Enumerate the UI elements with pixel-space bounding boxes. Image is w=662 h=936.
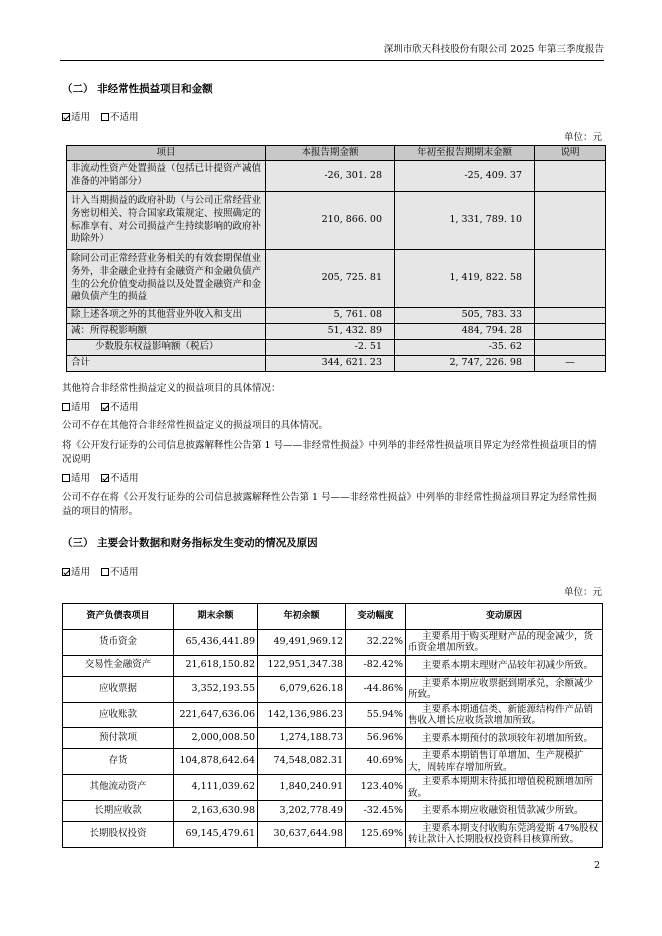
row-note (535, 324, 606, 340)
row-end: 4,111,039.62 (174, 775, 258, 801)
row-item: 计入当期损益的政府补助（与公司正常经营业务密切相关、符合国家政策规定、按照确定的标准享有、对公司损益产生持续影响的政府补助除外） (67, 192, 266, 250)
row-current: 5, 761. 08 (266, 308, 395, 324)
row-current: 51, 432. 89 (266, 324, 395, 340)
row-current: 210, 866. 00 (266, 192, 395, 250)
table-row (67, 308, 606, 324)
row-begin: 49,491,969.12 (258, 630, 346, 656)
row-end: 2,000,008.50 (174, 728, 258, 749)
not-applicable-label: 不适用 (110, 473, 139, 484)
row-note (535, 308, 606, 324)
row-end: 2,163,630.98 (174, 800, 258, 821)
unchecked-box-icon[interactable] (62, 474, 70, 482)
row-begin: 3,202,778.49 (258, 800, 346, 821)
row-note (535, 250, 606, 308)
row-begin: 30,637,644.98 (258, 821, 346, 847)
not-applicable-label: 不适用 (110, 567, 139, 578)
unit-label: 单位：元 (563, 132, 602, 143)
applicable-label: 适用 (71, 402, 91, 413)
applicable-label: 适用 (71, 567, 91, 578)
unit-label: 单位：元 (563, 587, 602, 598)
row-ytd: -35. 62 (395, 340, 535, 356)
row-reason: 主要系本期期末待抵扣增值税税额增加所致。 (406, 775, 603, 801)
not-applicable-label: 不适用 (110, 402, 139, 413)
row-item: 交易性金融资产 (63, 655, 174, 676)
row-current: 205, 725. 81 (266, 250, 395, 308)
col-header-reason: 变动原因 (406, 604, 603, 630)
row-ytd: 1, 331, 789. 10 (395, 192, 535, 250)
col-header-current: 本报告期金额 (266, 146, 395, 161)
checked-box-icon[interactable] (101, 403, 109, 411)
other-items-title: 其他符合非经常性损益定义的损益项目的具体情况： (62, 383, 281, 394)
row-change: 56.96% (346, 728, 406, 749)
table-row (67, 250, 606, 308)
table-row (63, 655, 603, 676)
table-header-row (63, 604, 603, 630)
row-begin: 1,274,188.73 (258, 728, 346, 749)
col-header-item: 项目 (67, 146, 266, 161)
col-header-note: 说明 (535, 146, 606, 161)
row-item: 其他流动资产 (63, 775, 174, 801)
table-row (63, 800, 603, 821)
applicability-check-2 (62, 402, 604, 415)
table-row (67, 161, 606, 192)
row-ytd: 484, 794. 28 (395, 324, 535, 340)
row-end: 221,647,636.06 (174, 702, 258, 728)
list-items-text: 公司不存在将《公开发行证券的公司信息披露解释性公告第 1 号——非经常性损益》中列举的非经常性损益项目界定为经常性损益的项目的情形。 (62, 492, 597, 517)
page-header: 深圳市欣天科技股份有限公司 2025 年第三季度报告 (60, 44, 604, 61)
row-note: — (535, 356, 606, 372)
row-item: 少数股东权益影响额（税后） (67, 340, 266, 356)
row-ytd: 2, 747, 226. 98 (395, 356, 535, 372)
row-item: 货币资金 (63, 630, 174, 656)
applicable-label: 适用 (71, 473, 91, 484)
applicability-check-4 (62, 567, 604, 580)
row-end: 65,436,441.89 (174, 630, 258, 656)
row-change: 40.69% (346, 749, 406, 775)
row-note (535, 340, 606, 356)
row-reason: 主要系本期预付的款项较年初增加所致。 (406, 728, 603, 749)
section-heading-changes: （三） 主要会计数据和财务指标发生变动的情况及原因 (62, 537, 318, 549)
row-current: -26, 301. 28 (266, 161, 395, 192)
row-begin: 1,840,240.91 (258, 775, 346, 801)
table-row (63, 676, 603, 702)
row-item: 预付款项 (63, 728, 174, 749)
row-reason: 主要系用于购买理财产品的现金减少，货币资金增加所致。 (406, 630, 603, 656)
row-ytd: 1, 419, 822. 58 (395, 250, 535, 308)
row-reason: 主要系本期应收票据到期承兑，余额减少所致。 (406, 676, 603, 702)
row-current: 344, 621. 23 (266, 356, 395, 372)
table-row (67, 340, 606, 356)
col-header-begin: 年初余额 (258, 604, 346, 630)
row-ytd: -25, 409. 37 (395, 161, 535, 192)
row-begin: 142,136,986.23 (258, 702, 346, 728)
row-item: 存货 (63, 749, 174, 775)
table-row (63, 775, 603, 801)
row-item: 长期股权投资 (63, 821, 174, 847)
table-row (63, 630, 603, 656)
row-item: 长期应收款 (63, 800, 174, 821)
checked-box-icon[interactable] (101, 474, 109, 482)
row-reason: 主要系本期支付收购东莞鸿爱斯 47%股权转让款计入长期股权投资科目核算所致。 (406, 821, 603, 847)
table-row (63, 749, 603, 775)
row-end: 69,145,479.61 (174, 821, 258, 847)
balance-sheet-changes-table (62, 603, 603, 848)
unchecked-box-icon[interactable] (62, 403, 70, 411)
row-item: 除同公司正常经营业务相关的有效套期保值业务外，非金融企业持有金融资产和金融负债产生的公允价值变动损益以及处置金融资产和金融负债产生的损益 (67, 250, 266, 308)
row-note (535, 161, 606, 192)
section-heading-nonrecurring: （二） 非经常性损益项目和金额 (62, 83, 213, 95)
row-change: 125.69% (346, 821, 406, 847)
row-reason: 主要系本期通信类、新能源结构件产品销售收入增长应收货款增加所致。 (406, 702, 603, 728)
table-total-row (67, 356, 606, 372)
table-row (63, 821, 603, 847)
row-item: 应收账款 (63, 702, 174, 728)
row-item: 合计 (67, 356, 266, 372)
checked-box-icon[interactable] (62, 568, 70, 576)
row-item: 减：所得税影响额 (67, 324, 266, 340)
applicable-label: 适用 (71, 112, 91, 123)
row-change: 32.22% (346, 630, 406, 656)
row-item: 非流动性资产处置损益（包括已计提资产减值准备的冲销部分） (67, 161, 266, 192)
table-row (67, 192, 606, 250)
row-reason: 主要系本期销售订单增加、生产规模扩大，周转库存增加所致。 (406, 749, 603, 775)
table-row (63, 702, 603, 728)
row-change: -32.45% (346, 800, 406, 821)
table-header-row (67, 146, 606, 161)
row-change: -82.42% (346, 655, 406, 676)
row-begin: 74,548,082.31 (258, 749, 346, 775)
applicability-check-3 (62, 473, 604, 486)
row-end: 3,352,193.55 (174, 676, 258, 702)
row-begin: 6,079,626.18 (258, 676, 346, 702)
page-number: 2 (593, 860, 600, 871)
row-end: 104,878,642.64 (174, 749, 258, 775)
col-header-end: 期末余额 (174, 604, 258, 630)
row-begin: 122,951,347.38 (258, 655, 346, 676)
table-row (63, 728, 603, 749)
row-change: 123.40% (346, 775, 406, 801)
applicability-check-1 (62, 112, 604, 125)
row-item: 应收票据 (63, 676, 174, 702)
row-reason: 主要系本期末理财产品较年初减少所致。 (406, 655, 603, 676)
row-ytd: 505, 783. 33 (395, 308, 535, 324)
list-items-title: 将《公开发行证券的公司信息披露解释性公告第 1 号——非经常性损益》中列举的非经常性损益项目界定为经常性损益项目的情况说明 (62, 440, 597, 465)
col-header-ytd: 年初至报告期期末金额 (395, 146, 535, 161)
row-reason: 主要系本期应收融资租赁款减少所致。 (406, 800, 603, 821)
row-change: -44.86% (346, 676, 406, 702)
row-change: 55.94% (346, 702, 406, 728)
not-applicable-label: 不适用 (110, 112, 139, 123)
row-current: -2. 51 (266, 340, 395, 356)
table-row (67, 324, 606, 340)
unchecked-box-icon[interactable] (101, 113, 109, 121)
checked-box-icon[interactable] (62, 113, 70, 121)
nonrecurring-table (66, 145, 606, 372)
other-items-text: 公司不存在其他符合非经常性损益定义的损益项目的具体情况。 (62, 420, 329, 431)
col-header-item: 资产负债表项目 (63, 604, 174, 630)
row-note (535, 192, 606, 250)
unchecked-box-icon[interactable] (101, 568, 109, 576)
row-end: 21,618,150.82 (174, 655, 258, 676)
col-header-change: 变动幅度 (346, 604, 406, 630)
row-item: 除上述各项之外的其他营业外收入和支出 (67, 308, 266, 324)
